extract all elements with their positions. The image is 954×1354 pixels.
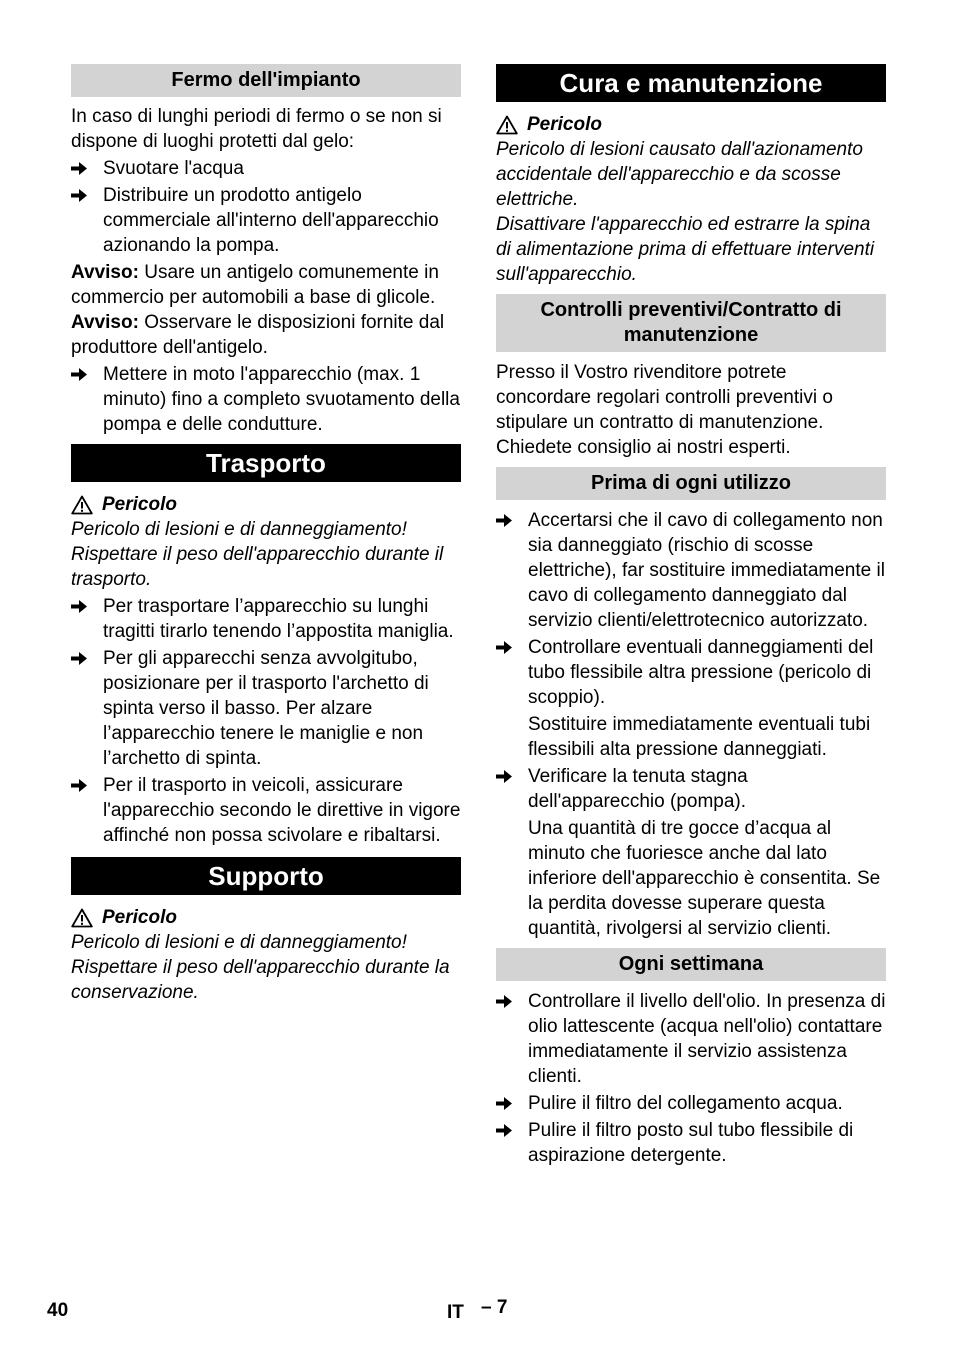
arrow-right-icon [71, 367, 87, 382]
fermo-step-3 [71, 362, 461, 437]
right-column [496, 64, 886, 1168]
prima-step-2-note: Sostituire immediatamente eventuali tubi flessibili alta pressione danneggiati. [528, 714, 871, 760]
cura-danger-text-2: Disattivare l'apparecchio ed estrarre la spina di alimentazione prima di effettuare interventi sull'apparecchio. [496, 214, 875, 285]
fermo-step-2 [71, 183, 461, 258]
trasporto-step-1 [71, 594, 461, 644]
settimana-step-3 [496, 1118, 886, 1168]
trasporto-step-2 [71, 646, 461, 771]
arrow-right-icon [496, 1096, 512, 1111]
settimana-step-1-text: Controllare il livello dell'olio. In presenza di olio lattescente (acqua nell'olio) contattare immediatamente il servizio assistenza clienti. [528, 991, 886, 1087]
arrow-right-icon [71, 651, 87, 666]
prima-step-2-text: Controllare eventuali danneggiamenti del tubo flessibile altra pressione (pericolo di scoppio). [528, 637, 874, 708]
notice-text: Osservare le disposizioni fornite dal produttore dell'antigelo. [71, 312, 445, 358]
trasporto-step-3-text: Per il trasporto in veicoli, assicurare l'apparecchio secondo le direttive in vigore affinché non possa scivolare e ribaltarsi. [103, 775, 461, 846]
settimana-step-2 [496, 1091, 886, 1116]
prima-step-2 [496, 635, 886, 710]
settimana-step-2-text: Pulire il filtro del collegamento acqua. [528, 1093, 843, 1114]
left-column [71, 64, 461, 1005]
section-heading-fermo: Fermo dell'impianto [71, 64, 461, 97]
trasporto-step-3 [71, 773, 461, 848]
section-heading-settimana: Ogni settimana [496, 948, 886, 981]
section-heading-trasporto: Trasporto [71, 444, 461, 482]
fermo-notice-2 [71, 310, 461, 360]
prima-step-1-text: Accertarsi che il cavo di collegamento non sia danneggiato (rischio di scosse elettriche), far sostituire immediatamente il cavo di collegamento danneggiato dal servizio clienti/elettrotecnico autorizzato. [528, 510, 885, 631]
prima-step-3 [496, 764, 886, 814]
danger-label: Pericolo [527, 114, 602, 135]
fermo-intro: In caso di lunghi periodi di fermo o se non si dispone di luoghi protetti dal gelo: [71, 106, 442, 152]
fermo-step-2-text: Distribuire un prodotto antigelo commerciale all'interno dell'apparecchio azionando la pompa. [103, 185, 439, 256]
trasporto-step-2-text: Per gli apparecchi senza avvolgitubo, posizionare per il trasporto l'archetto di spinta verso il basso. Per alzare l’apparecchio tenere le maniglie e non l’archetto di spinta. [103, 648, 429, 769]
danger-label: Pericolo [102, 907, 177, 928]
arrow-right-icon [71, 778, 87, 793]
arrow-right-icon [71, 599, 87, 614]
warning-triangle-icon [71, 908, 93, 928]
section-heading-cura: Cura e manutenzione [496, 64, 886, 102]
settimana-step-1 [496, 989, 886, 1089]
arrow-right-icon [496, 994, 512, 1009]
arrow-right-icon [496, 1123, 512, 1138]
page-number: 40 [47, 1300, 69, 1321]
cura-danger-text-1: Pericolo di lesioni causato dall'azionamento accidentale dell'apparecchio e da scosse elettriche. [496, 139, 863, 210]
settimana-step-3-text: Pulire il filtro posto sul tubo flessibile di aspirazione detergente. [528, 1120, 854, 1166]
arrow-right-icon [496, 640, 512, 655]
fermo-step-1-text: Svuotare l'acqua [103, 158, 244, 179]
warning-triangle-icon [71, 495, 93, 515]
warning-triangle-icon [496, 115, 518, 135]
language-code: IT [447, 1302, 464, 1323]
trasporto-danger-text: Pericolo di lesioni e di danneggiamento! Rispettare il peso dell'apparecchio durante il trasporto. [71, 519, 444, 590]
supporto-danger-text: Pericolo di lesioni e di danneggiamento! Rispettare il peso dell'apparecchio durante la conservazione. [71, 932, 450, 1003]
fermo-step-1 [71, 156, 461, 181]
notice-label: Avviso: [71, 312, 139, 333]
section-page-number: – 7 [481, 1297, 508, 1318]
fermo-notice-1 [71, 260, 461, 310]
section-heading-prima: Prima di ogni utilizzo [496, 467, 886, 500]
prima-step-3-text: Verificare la tenuta stagna dell'apparecchio (pompa). [528, 766, 748, 812]
notice-text: Usare un antigelo comunemente in commercio per automobili a base di glicole. [71, 262, 439, 308]
arrow-right-icon [496, 513, 512, 528]
notice-label: Avviso: [71, 262, 139, 283]
supporto-danger-label [71, 905, 461, 930]
section-heading-supporto: Supporto [71, 857, 461, 895]
fermo-step-3-text: Mettere in moto l'apparecchio (max. 1 minuto) fino a completo svuotamento della pompa e delle condutture. [103, 364, 460, 435]
arrow-right-icon [71, 161, 87, 176]
cura-danger-label [496, 112, 886, 137]
arrow-right-icon [71, 188, 87, 203]
danger-label: Pericolo [102, 494, 177, 515]
prima-step-3-note: Una quantità di tre gocce d’acqua al minuto che fuoriesce anche dal lato inferiore dell'apparecchio è consentita. Se la perdita dovesse superare questa quantità, rivolgersi al servizio clienti. [528, 818, 881, 939]
prima-step-1 [496, 508, 886, 633]
controlli-text: Presso il Vostro rivenditore potrete concordare regolari controlli preventivi o stipulare un contratto di manutenzione. Chiedete consiglio ai nostri esperti. [496, 362, 833, 458]
trasporto-danger-label [71, 492, 461, 517]
trasporto-step-1-text: Per trasportare l’apparecchio su lunghi tragitti tirarlo tenendo l’appostita maniglia. [103, 596, 454, 642]
arrow-right-icon [496, 769, 512, 784]
section-heading-controlli: Controlli preventivi/Contratto di manutenzione [496, 294, 886, 352]
